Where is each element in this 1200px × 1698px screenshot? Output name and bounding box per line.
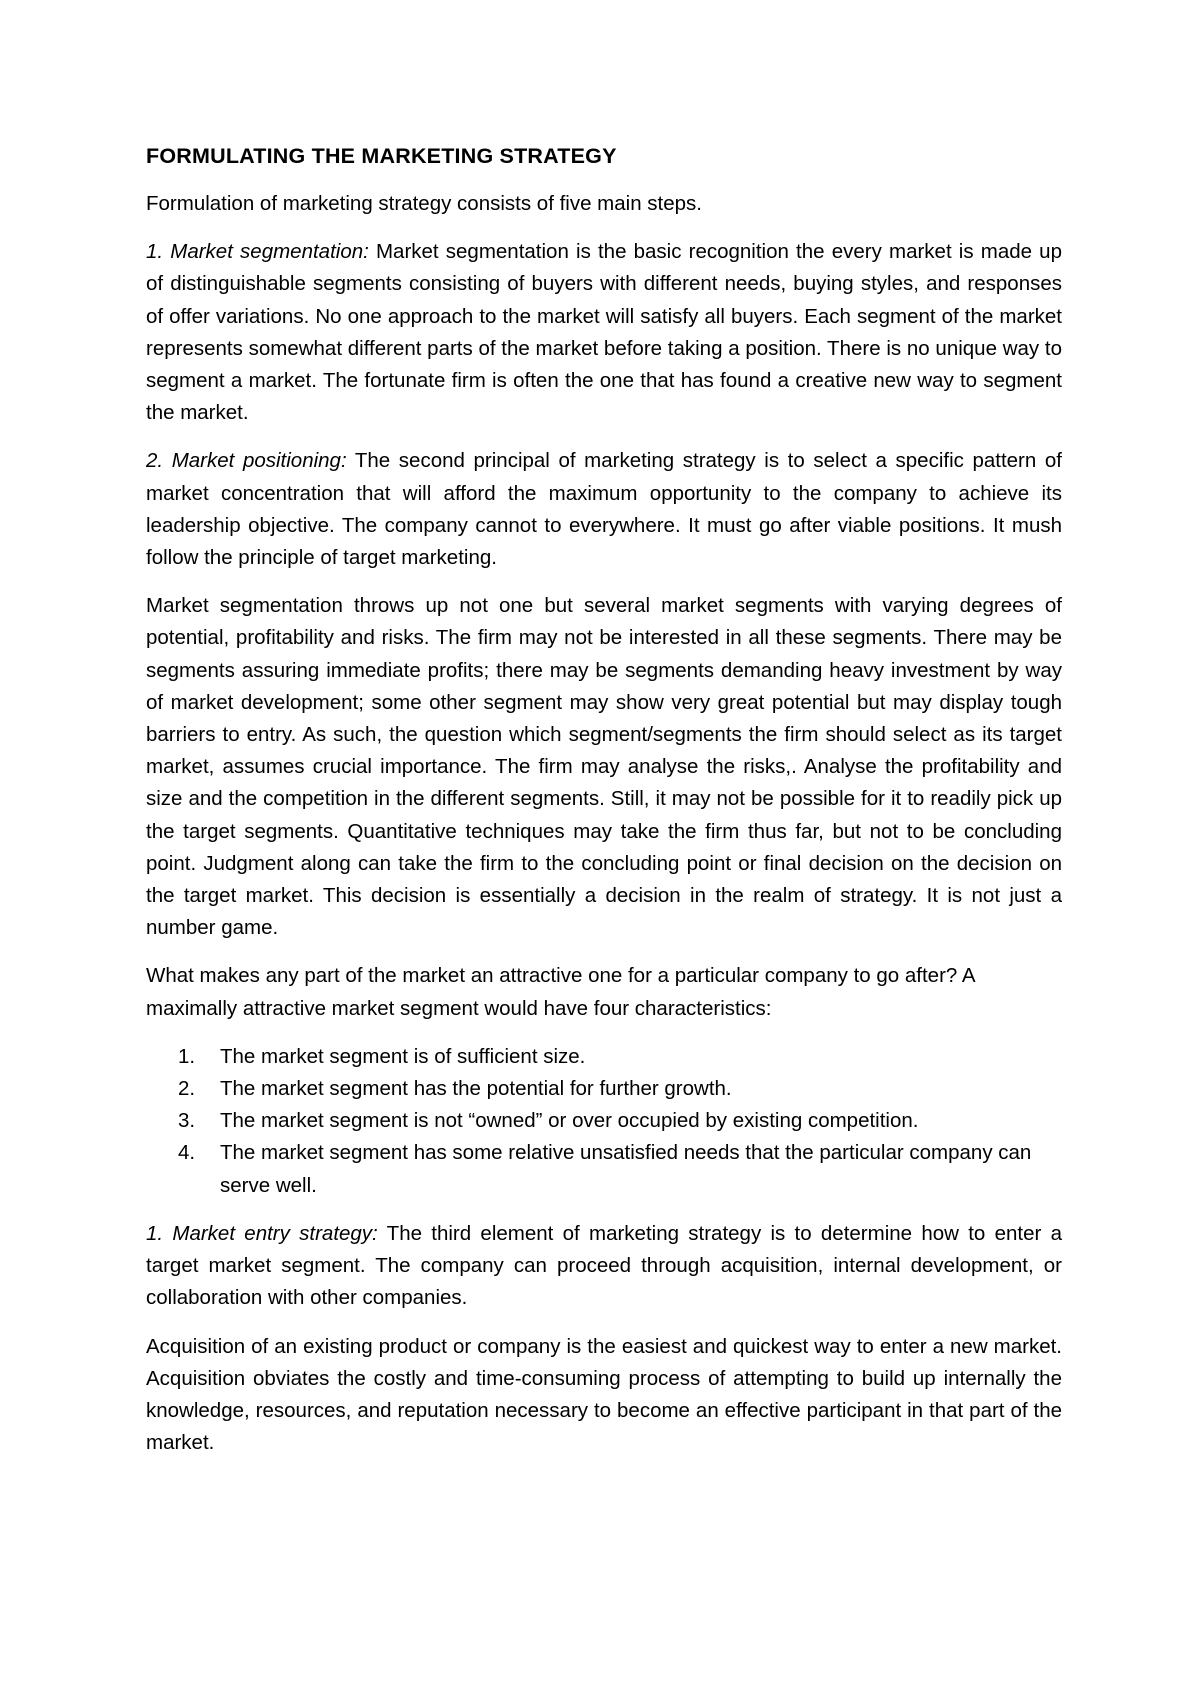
list-item — [146, 1105, 1062, 1137]
characteristics-list — [146, 1041, 1062, 1202]
section-body: The third element of marketing strategy is to determine how to enter a target market segment. The company can proceed through acquisition, internal development, or collaboration with other companies. — [146, 1221, 1062, 1310]
intro-paragraph: Formulation of marketing strategy consists of five main steps. — [146, 192, 703, 215]
question-paragraph: What makes any part of the market an attractive one for a particular company to go after? A maximally attractive market segment would have four characteristics: — [146, 964, 975, 1020]
list-number: 1. — [178, 1044, 196, 1068]
list-number: 4. — [178, 1141, 196, 1165]
list-text: The market segment is of sufficient size. — [220, 1044, 586, 1068]
section-market-positioning — [146, 445, 1062, 574]
section-market-entry-strategy — [146, 1218, 1062, 1315]
section-lead: 2. Market positioning: — [146, 449, 347, 473]
list-text: The market segment is not “owned” or over occupied by existing competition. — [220, 1109, 919, 1133]
list-text: The market segment has the potential for further growth. — [220, 1077, 732, 1101]
segments-paragraph: Market segmentation throws up not one but several market segments with varying degrees of potential, profitability and risks. The firm may not be interested in all these segments. There may be segments assuring immediate profits; there may be segments demanding heavy investment by way of market development; some other segment may show very great potential but may display tough barriers to entry. As such, the question which segment/segments the firm should select as its target market, assumes crucial importance. The firm may analyse the risks,. Analyse the profitability and size and the competition in the different segments. Still, it may not be possible for it to readily pick up the target segments. Quantitative techniques may take the firm thus far, but not to be concluding point. Judgment along can take the firm to the concluding point or final decision on the decision on the target market. This decision is essentially a decision in the realm of strategy. It is not just a number game. — [146, 594, 1062, 940]
document-title: FORMULATING THE MARKETING STRATEGY — [146, 144, 617, 168]
list-item — [146, 1073, 1062, 1105]
list-text: The market segment has some relative unsatisfied needs that the particular company can serve well. — [220, 1141, 1032, 1197]
section-market-segmentation — [146, 236, 1062, 429]
section-body: Market segmentation is the basic recognition the every market is made up of distinguishable segments consisting of buyers with different needs, buying styles, and responses of offer variations. No one approach to the market will satisfy all buyers. Each segment of the market represents somewhat different parts of the market before taking a position. There is no unique way to segment a market. The fortunate firm is often the one that has found a creative new way to segment the market. — [146, 240, 1062, 425]
list-number: 3. — [178, 1109, 196, 1133]
section-lead: 1. Market segmentation: — [146, 240, 369, 264]
list-item — [146, 1137, 1062, 1201]
document-page — [146, 140, 1062, 1475]
acquisition-paragraph: Acquisition of an existing product or company is the easiest and quickest way to enter a new market. Acquisition obviates the costly and time-consuming process of attempting to build up internally the knowledge, resources, and reputation necessary to become an effective participant in that part of the market. — [146, 1334, 1062, 1455]
section-body: The second principal of marketing strategy is to select a specific pattern of market concentration that will afford the maximum opportunity to the company to achieve its leadership objective. The company cannot to everywhere. It must go after viable positions. It mush follow the principle of target marketing. — [146, 449, 1062, 570]
list-number: 2. — [178, 1077, 196, 1101]
section-lead: 1. Market entry strategy: — [146, 1221, 378, 1245]
list-item — [146, 1041, 1062, 1073]
